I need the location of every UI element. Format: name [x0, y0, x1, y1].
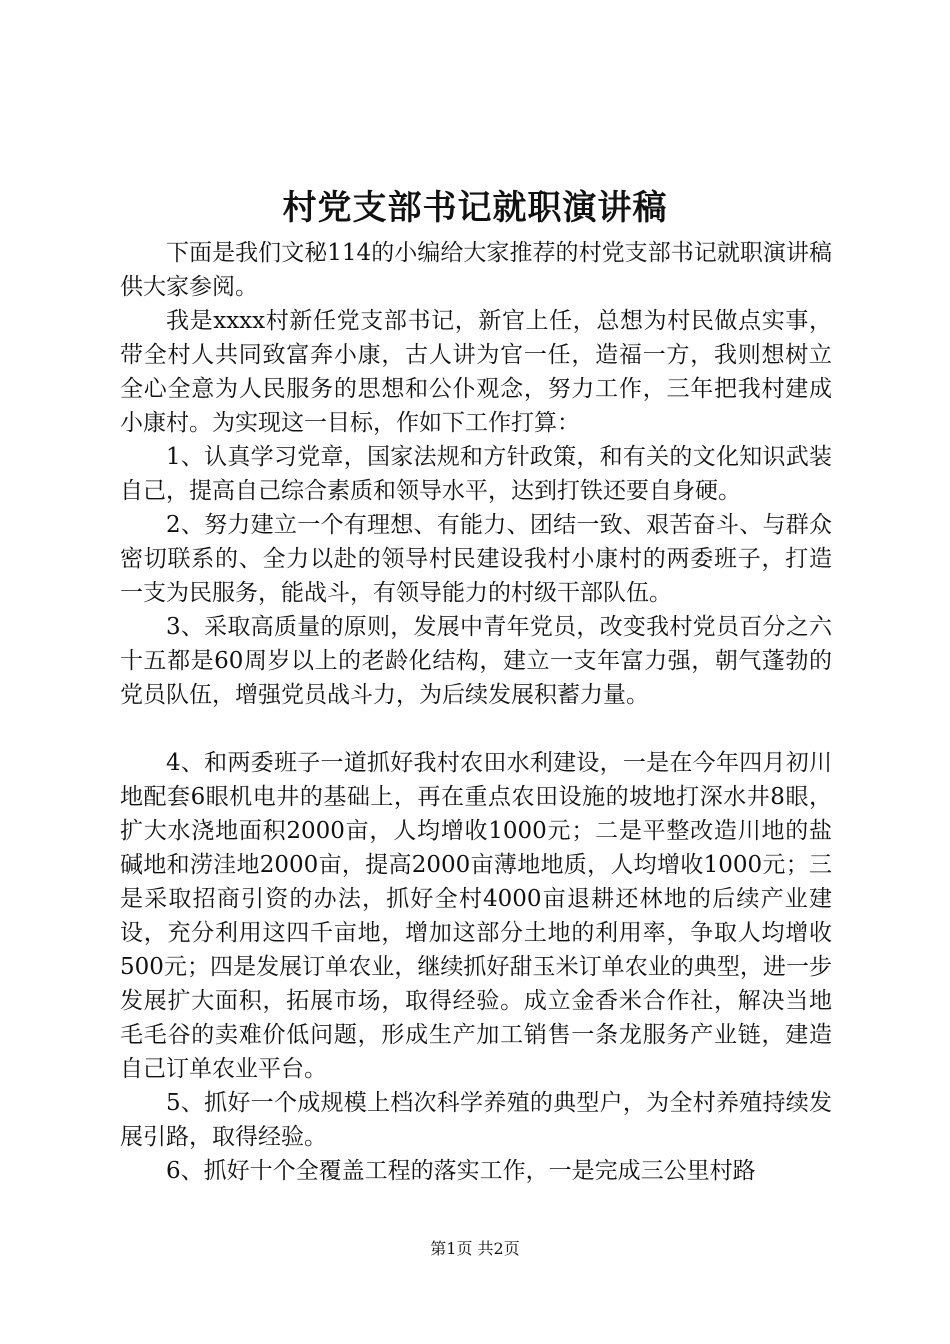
paragraph-item-6: 6、抓好十个全覆盖工程的落实工作，一是完成三公里村路 — [166, 1158, 756, 1184]
paragraph-item-4: 4、和两委班子一道抓好我村农田水利建设，一是在今年四月初川地配套6眼机电井的基础上，再在重点农田设施的坡地打深水井8眼，扩大水浇地面积2000亩，人均增收1000元；二是平整改造川地的盐碱地和涝洼地2000亩，提高2000亩薄地地质，人均增收1000元；三是采取招商引资的办法，抓好全村4000亩退耕还林地的后续产业建设，充分利用这四千亩地，增加这部分土地的利用率，争取人均增收500元；四是发展订单农业，继续抓好甜玉米订单农业的典型，进一步发展扩大面积，拓展市场，取得经验。成立金香米合作社，解决当地毛毛谷的卖难价低问题，形成生产加工销售一条龙服务产业链，建造自己订单农业平台。 — [120, 750, 832, 1082]
paragraph-item-3: 3、采取高质量的原则，发展中青年党员，改变我村党员百分之六十五都是60周岁以上的老龄化结构，建立一支年富力强，朝气蓬勃的党员队伍，增强党员战斗力，为后续发展积蓄力量。 — [120, 614, 832, 708]
paragraph-item-5: 5、抓好一个成规模上档次科学养殖的典型户，为全村养殖持续发展引路，取得经验。 — [120, 1090, 832, 1150]
paragraph-item-1: 1、认真学习党章，国家法规和方针政策，和有关的文化知识武装自己，提高自己综合素质和领导水平，达到打铁还要自身硬。 — [120, 444, 832, 504]
document-body — [120, 236, 832, 1188]
page-number-footer: 第1页 共2页 — [430, 1239, 520, 1258]
paragraph-intro: 下面是我们文秘114的小编给大家推荐的村党支部书记就职演讲稿供大家参阅。 — [120, 240, 832, 300]
document-title: 村党支部书记就职演讲稿 — [282, 188, 668, 228]
paragraph-self-introduction: 我是xxxx村新任党支部书记，新官上任，总想为村民做点实事，带全村人共同致富奔小康，古人讲为官一任，造福一方，我则想树立全心全意为人民服务的思想和公仆观念，努力工作，三年把我村建成小康村。为实现这一目标，作如下工作打算： — [120, 308, 832, 436]
paragraph-item-2: 2、努力建立一个有理想、有能力、团结一致、艰苦奋斗、与群众密切联系的、全力以赴的领导村民建设我村小康村的两委班子，打造一支为民服务，能战斗，有领导能力的村级干部队伍。 — [120, 512, 832, 606]
